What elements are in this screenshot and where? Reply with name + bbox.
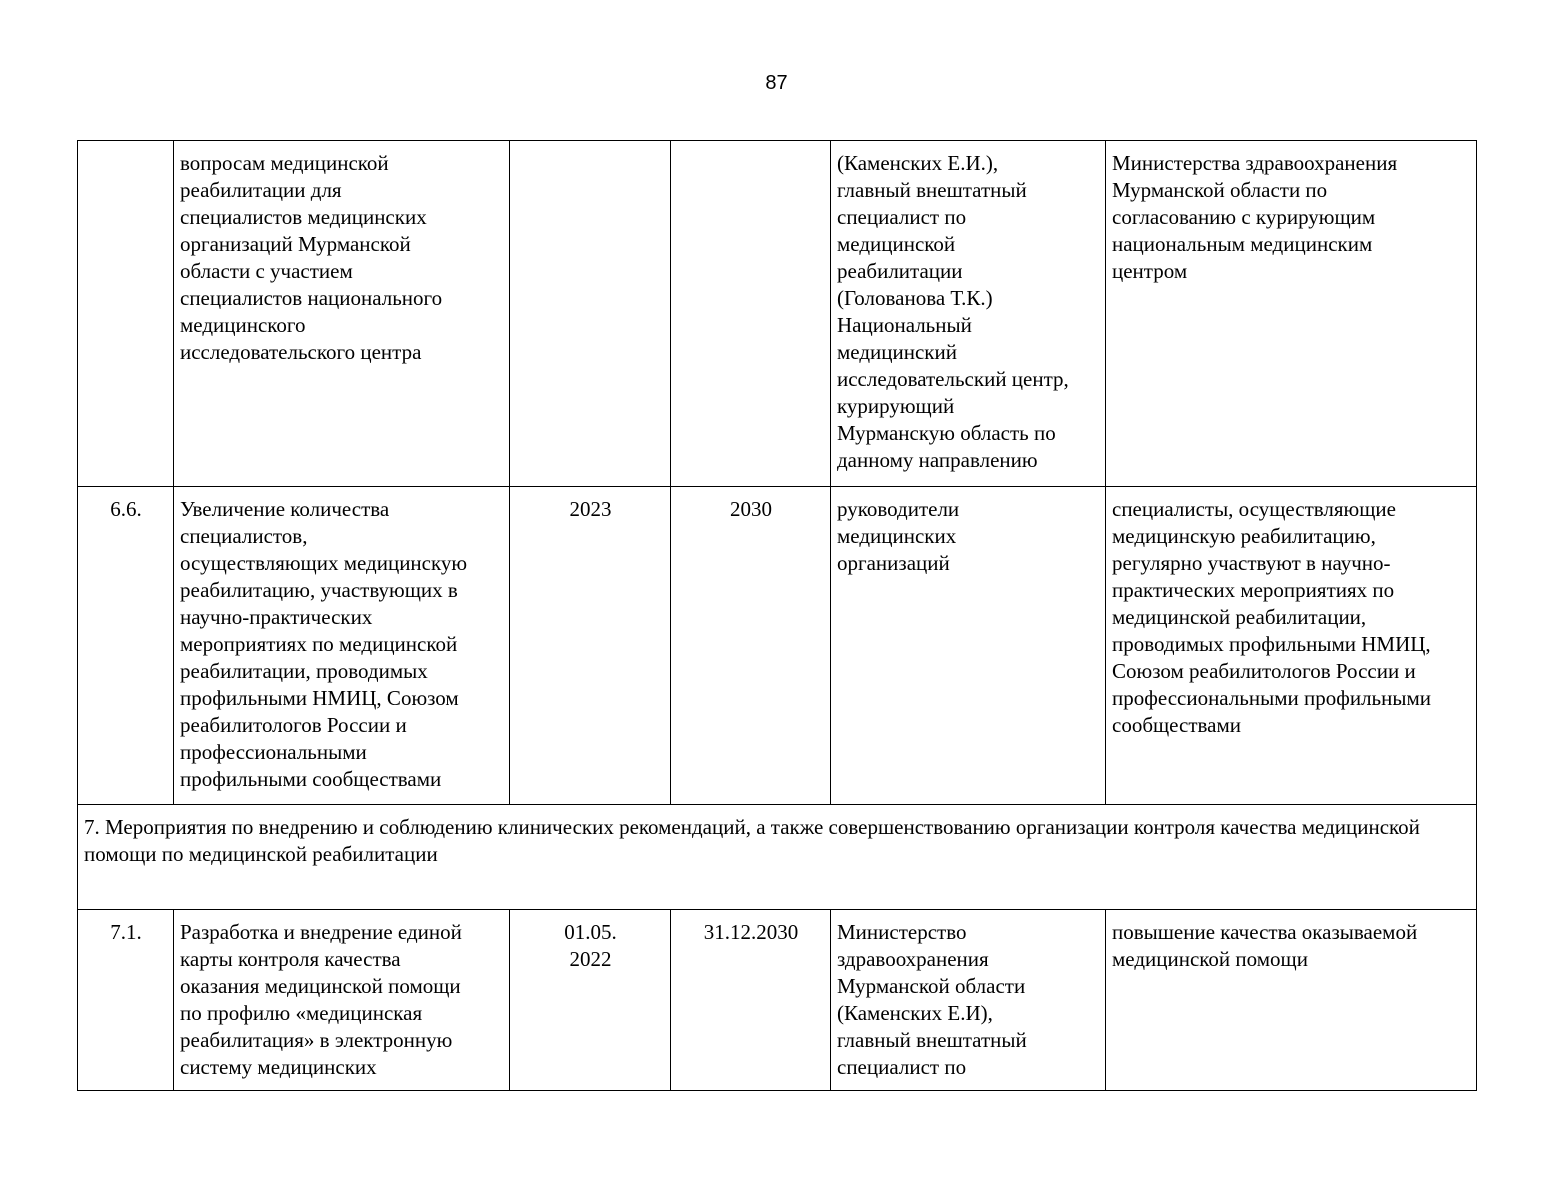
cell-measure: вопросам медицинской реабилитации для специалистов медицинских организаций Мурманской области с участием специалистов национального медицинского исследовательского центра: [174, 141, 510, 487]
cell-responsible: руководители медицинских организаций: [831, 487, 1106, 805]
table-row: [78, 141, 1477, 487]
cell-end: 2030: [671, 487, 831, 805]
cell-number: 7.1.: [78, 910, 174, 1091]
cell-start: 2023: [510, 487, 671, 805]
cell-responsible: Министерство здравоохранения Мурманской области (Каменских Е.И), главный внештатный специалист по: [831, 910, 1106, 1091]
cell-responsible: (Каменских Е.И.), главный внештатный специалист по медицинской реабилитации (Голованова Т.К.) Национальный медицинский исследовательский центр, курирующий Мурманскую область по данному направлению: [831, 141, 1106, 487]
cell-result: повышение качества оказываемой медицинской помощи: [1106, 910, 1477, 1091]
table-row: [78, 910, 1477, 1091]
cell-measure: Увеличение количества специалистов, осуществляющих медицинскую реабилитацию, участвующих в научно-практических мероприятиях по медицинской реабилитации, проводимых профильными НМИЦ, Союзом реабилитологов России и профессиональными профильными сообществами: [174, 487, 510, 805]
measures-table: [77, 140, 1477, 1091]
section-heading: 7. Мероприятия по внедрению и соблюдению клинических рекомендаций, а также совершенствованию организации контроля качества медицинской помощи по медицинской реабилитации: [78, 805, 1477, 910]
cell-measure: Разработка и внедрение единой карты контроля качества оказания медицинской помощи по профилю «медицинская реабилитация» в электронную систему медицинских: [174, 910, 510, 1091]
cell-result: специалисты, осуществляющие медицинскую реабилитацию, регулярно участвуют в научно- практических мероприятиях по медицинской реабилитации, проводимых профильными НМИЦ, Союзом реабилитологов России и профессиональными профильными сообществами: [1106, 487, 1477, 805]
cell-result: Министерства здравоохранения Мурманской области по согласованию с курирующим национальным медицинским центром: [1106, 141, 1477, 487]
cell-number: 6.6.: [78, 487, 174, 805]
section-row: [78, 805, 1477, 910]
cell-start: [510, 141, 671, 487]
table-row: [78, 487, 1477, 805]
cell-start: 01.05. 2022: [510, 910, 671, 1091]
cell-end: [671, 141, 831, 487]
cell-end: 31.12.2030: [671, 910, 831, 1091]
cell-number: [78, 141, 174, 487]
page-number: 87: [765, 72, 788, 94]
